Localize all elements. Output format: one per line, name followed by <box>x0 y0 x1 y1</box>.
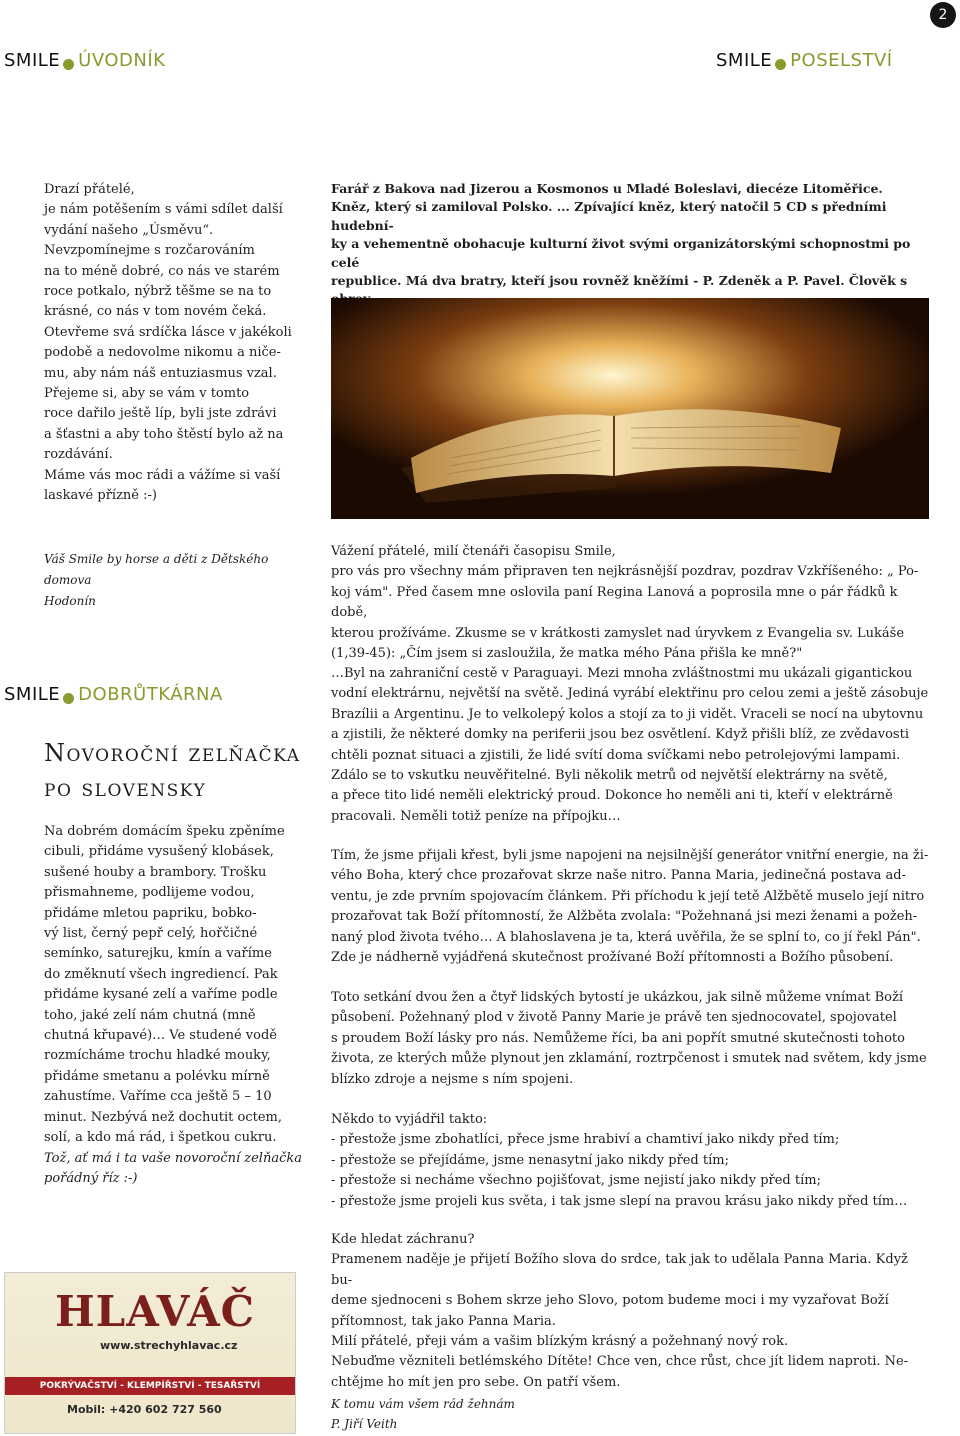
editorial-line: a šťastni a aby toho štěstí bylo až na <box>44 426 284 442</box>
article-paragraph <box>331 988 931 1090</box>
ad-services: POKRÝVAČSTVÍ - KLEMPÍŘSTVÍ - TESAŘSTVÍ <box>5 1377 295 1395</box>
recipe-line: solí, a kdo má rád, i špetkou cukru. <box>44 1130 277 1146</box>
editorial-line: vydání našeho „Úsměvu“. <box>44 222 214 238</box>
article-paragraph <box>331 1110 931 1212</box>
paragraph-line: života, ze kterých může plynout jen zklamání, roztrpčenost i smutek nad světem, kdy jsme <box>331 1051 927 1067</box>
recipe-line: přidáme mletou papriku, bobko- <box>44 905 257 921</box>
recipe-line: do změknutí všech ingrediencí. Pak <box>44 966 278 982</box>
editorial-line: laskavé přízně :-) <box>44 488 157 504</box>
recipe-line: rozmícháme trochu hladké mouky, <box>44 1048 271 1064</box>
section-header-poselstvi <box>716 50 893 71</box>
recipe-closing: pořádný říz :-) <box>44 1170 138 1186</box>
ad-brand: HLAVÁČ <box>55 1287 256 1336</box>
article-paragraph <box>331 542 931 664</box>
recipe-line: minut. Nezbývá než dochutit octem, <box>44 1109 282 1125</box>
editorial-line: Otevřeme svá srdíčka lásce v jakékoli <box>44 324 292 340</box>
article-signature <box>331 1394 731 1435</box>
recipe-line: semínko, saturejku, kmín a vaříme <box>44 946 272 962</box>
editorial-line: roce potkalo, nýbrž těšme se na to <box>44 284 272 300</box>
recipe-line: sušené houby a brambory. Trošku <box>44 864 267 880</box>
paragraph-line: …Byl na zahraniční cestě v Paraguayi. Mezi mnoha zvláštnostmi mu ukázali gigantickou <box>331 666 913 681</box>
editorial-signature <box>44 549 314 612</box>
editorial-line: podobě a nedovolme nikomu a niče- <box>44 345 281 361</box>
paragraph-line: Tím, že jsme přijali křest, byli jsme napojeni na nejsilnější generátor vnitřní energie, na ži- <box>331 848 929 863</box>
paragraph-line: s proudem Boží lásky pro nás. Nemůžeme říci, ba ani popřít smutné skutečnosti tohoto <box>331 1030 905 1046</box>
recipe-line: přidáme smetanu a polévku mírně <box>44 1068 270 1084</box>
editorial-line: Nevzpomínejme s rozčarováním <box>44 243 255 259</box>
recipe-line: přidáme kysané zelí a vaříme podle <box>44 987 278 1003</box>
paragraph-line: ventu, je zde prvním spojovacím článkem. Při příchodu k její tetě Alžbětě muselo její nitro <box>331 888 925 904</box>
editorial-line: mu, aby nám náš entuziasmus vzal. <box>44 365 277 381</box>
brand-label: SMILE <box>4 50 61 71</box>
signature-line: Váš Smile by horse a děti z Dětského domova <box>44 552 269 587</box>
section-label: ÚVODNÍK <box>78 50 166 71</box>
paragraph-line: kterou prožíváme. Zkusme se v krátkosti zamyslet nad úryvkem z Evangelia sv. Lukáše <box>331 625 905 641</box>
paragraph-line: deme sjednoceni s Bohem skrze jeho Slovo, potom budeme moci i my vyzařovat Boží <box>331 1293 889 1309</box>
recipe-closing: Tož, ať má i ta vaše novoroční zelňačka <box>44 1150 302 1166</box>
recipe-line: chutná křupavé)… Ve studené vodě <box>44 1028 277 1044</box>
signature-line: Hodonín <box>44 594 96 608</box>
editorial-line: krásné, co nás v tom novém čeká. <box>44 304 267 320</box>
paragraph-line: (1,39-45): „Čím jsem si zasloužila, že matka mého Pána přišla ke mně?" <box>331 646 803 662</box>
section-header-dobrutkarna <box>4 684 223 705</box>
editorial-line: roce dařilo ještě líp, byli jste zdrávi <box>44 406 277 422</box>
paragraph-line: naný plod života tvého… A blahoslavena je ta, která uvěřila, že se splní to, co jí řekl Pán". <box>331 929 921 945</box>
open-book-illustration <box>331 298 929 519</box>
paragraph-line: Nebuďme vězniteli betlémského Dítěte! Chce ven, chce růst, chce jít lidem naproti. Ne- <box>331 1354 909 1370</box>
paragraph-line: chtějme ho mít jen pro sebe. On patří všem. <box>331 1374 621 1390</box>
paragraph-line: koj vám". Před časem mne oslovila paní Regina Lanová a poprosila mne o pár řádků k době, <box>331 584 898 621</box>
lead-line: ky a vehementně obohacuje kulturní život svými organizátorskými schopnostmi po celé <box>331 236 911 270</box>
page-number: 2 <box>930 2 956 28</box>
paragraph-line: chtěli poznat situaci a zjistili, že lidé svítí doma svíčkami nebo petrolejovými lampami. <box>331 747 901 763</box>
editorial-line: Přejeme si, aby se vám v tomto <box>44 386 250 402</box>
paragraph-line: - přestože jsme zbohatlíci, přece jsme hrabiví a chamtiví jako nikdy před tím; <box>331 1132 840 1148</box>
editorial-line: na to méně dobré, co nás ve starém <box>44 263 280 279</box>
lead-line: republice. Má dva bratry, kteří jsou rovněž kněžími - P. Zdeněk a P. Pavel. Člověk s <box>331 273 908 289</box>
brand-label: SMILE <box>716 50 773 71</box>
editorial-line: rozdávání. <box>44 447 113 463</box>
recipe-line: cibuli, přidáme vysušený klobásek, <box>44 844 274 860</box>
paragraph-line: - přestože si necháme všechno pojišťovat, jsme nejistí jako nikdy před tím; <box>331 1173 821 1189</box>
editorial-line: Máme vás moc rádi a vážíme si vaší <box>44 467 281 483</box>
ad-phone: Mobil: +420 602 727 560 <box>67 1403 222 1416</box>
paragraph-line: Brazílii a Argentinu. Je to velkolepý kolos a stojí za to ji vidět. Vraceli se nocí na ubytovnu <box>331 706 924 722</box>
signature-line: P. Jiří Veith <box>331 1417 398 1432</box>
article-paragraph <box>331 1230 931 1393</box>
paragraph-line: vodní elektrárnu, největší na světě. Jediná vyrábí elektřinu pro celou zemi a ještě zásobuje <box>331 686 929 702</box>
paragraph-line: působení. Požehnaný plod v životě Panny Marie je právě ten sjednocovatel, spojovatel <box>331 1010 897 1026</box>
recipe-line: toho, jaké zelí nám chutná (mně <box>44 1007 256 1023</box>
paragraph-line: - přestože se přejídáme, jsme nenasytní jako nikdy před tím; <box>331 1152 729 1168</box>
paragraph-line: pracovali. Neměli totiž peníze na přípojku… <box>331 808 621 824</box>
recipe-line: vý list, černý pepř celý, hořčičné <box>44 926 258 942</box>
recipe-line: Na dobrém domácím špeku zpěníme <box>44 824 285 839</box>
paragraph-line: pro vás pro všechny mám připraven ten nejkrásnější pozdrav, pozdrav Vzkříšeného: „ Po- <box>331 564 919 580</box>
paragraph-line: - přestože jsme projeli kus světa, i tak jsme slepí na pravou krásu jako nikdy před tím… <box>331 1193 908 1209</box>
paragraph-line: blízko zdroje a nejsme s ním spojeni. <box>331 1071 574 1087</box>
ad-url: www.strechyhlavac.cz <box>100 1339 238 1352</box>
paragraph-line: a zjistili, že některé domky na periferii jsou bez osvětlení. Když přišli blíž, ze zvědavosti <box>331 727 909 743</box>
signature-line: K tomu vám všem rád žehnám <box>331 1397 515 1411</box>
bible-image <box>331 298 929 519</box>
paragraph-line: přítomnost, tak jako Panna Maria. <box>331 1313 556 1329</box>
paragraph-line: vého Boha, který chce prozařovat skrze naše nitro. Panna Maria, jedinečná postava ad- <box>331 868 907 884</box>
paragraph-line: Vážení přátelé, milí čtenáři časopisu Smile, <box>331 544 616 559</box>
article-paragraph <box>331 664 931 827</box>
recipe-title <box>44 736 324 806</box>
paragraph-line: Zdálo se to vskutku neuvěřitelné. Byli několik metrů od největší elektrárny na světě, <box>331 768 888 784</box>
editorial-line: Drazí přátelé, <box>44 182 135 197</box>
paragraph-line: prozařovat tak Boží přítomností, že Alžběta zvolala: "Požehnaná jsi mezi ženami a požeh- <box>331 909 918 925</box>
recipe-line: zahustíme. Vaříme cca ještě 5 – 10 <box>44 1089 272 1105</box>
paragraph-line: Zde je nádherně vyjádřená skutečnost prožívané Boží přítomnosti a Božího působení. <box>331 950 894 966</box>
section-label: POSELSTVÍ <box>790 50 893 71</box>
section-header-uvodnik <box>4 50 165 71</box>
recipe-text <box>44 822 304 1189</box>
article-paragraph <box>331 846 931 968</box>
paragraph-line: Toto setkání dvou žen a čtyř lidských bytostí je ukázkou, jak silně můžeme vnímat Boží <box>331 990 904 1005</box>
paragraph-line: Pramenem naděje je přijetí Božího slova do srdce, tak jak to udělala Panna Maria. Když bu- <box>331 1252 908 1288</box>
recipe-line: přismahneme, podlijeme vodou, <box>44 885 255 901</box>
lead-line: Farář z Bakova nad Jizerou a Kosmonos u Mladé Boleslavi, diecéze Litoměřice. <box>331 181 883 196</box>
recipe-title-line: Novoroční zelňačka <box>44 739 301 767</box>
brand-label: SMILE <box>4 684 61 705</box>
editorial-line: je nám potěšením s vámi sdílet další <box>44 202 283 218</box>
dot-icon <box>63 693 74 704</box>
recipe-title-line: po slovensky <box>44 774 207 802</box>
dot-icon <box>63 59 74 70</box>
section-label: DOBRŮTKÁRNA <box>78 684 223 705</box>
paragraph-line: Milí přátelé, přeji vám a vašim blízkým krásný a požehnaný nový rok. <box>331 1334 789 1350</box>
ad-banner[interactable] <box>4 1272 296 1434</box>
editorial-text <box>44 180 294 507</box>
paragraph-line: Kde hledat záchranu? <box>331 1232 475 1247</box>
dot-icon <box>775 59 786 70</box>
lead-line: Kněz, který si zamiloval Polsko. ... Zpívající kněz, který natočil 5 CD s předními hudební- <box>331 199 887 233</box>
paragraph-line: Někdo to vyjádřil takto: <box>331 1112 488 1127</box>
paragraph-line: a přece tito lidé neměli elektrický proud. Dokonce ho neměli ani ti, kteří v elektrárně <box>331 788 893 804</box>
